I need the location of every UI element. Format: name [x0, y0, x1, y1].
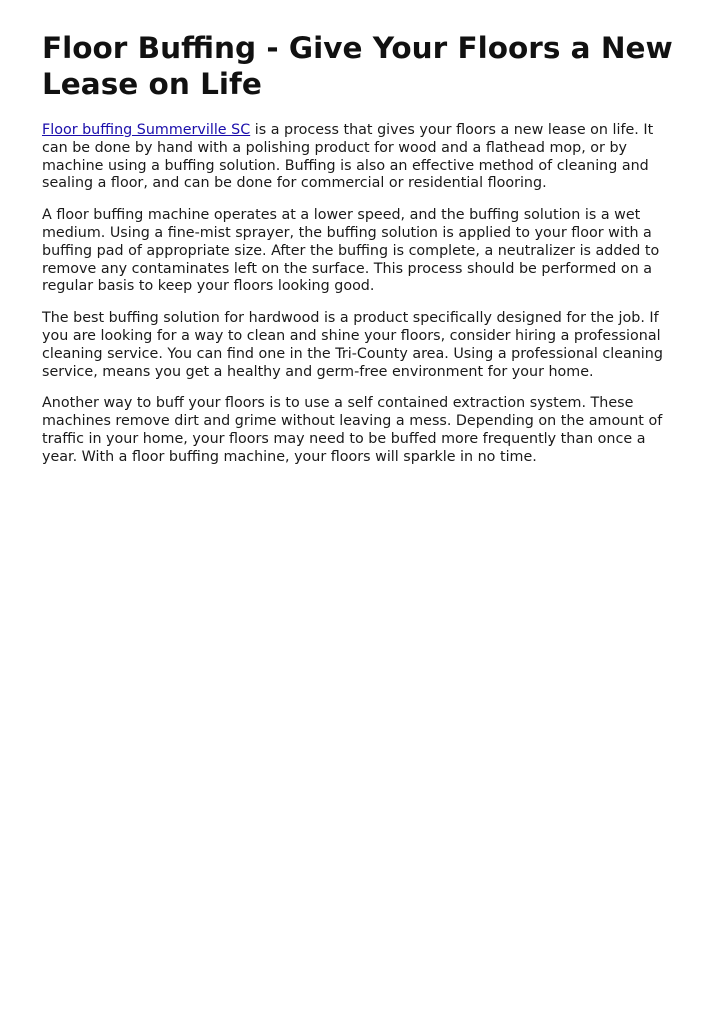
floor-buffing-link[interactable]: Floor buffing Summerville SC	[42, 122, 251, 138]
paragraph-1	[42, 122, 680, 193]
document-page	[42, 30, 680, 481]
paragraph-2: A floor buffing machine operates at a lower speed, and the buffing solution is a wet medium. Using a fine-mist sprayer, the buffing solution is applied to your floor with a buffing pad of appropriate size. After the buffing is complete, a neutralizer is added to remove any contaminates left on the surface. This process should be performed on a regular basis to keep your floors looking good.	[42, 207, 660, 295]
page-title: Floor Buffing - Give Your Floors a New Lease on Life	[42, 31, 673, 101]
paragraph-1-text: is a process that gives your floors a new lease on life. It can be done by hand with a polishing product for wood and a flathead mop, or by machine using a buffing solution. Buffing is also an effective method of cleaning and sealing a floor, and can be done for commercial or residential flooring.	[42, 122, 654, 192]
paragraph-4: Another way to buff your floors is to use a self contained extraction system. These machines remove dirt and grime without leaving a mess. Depending on the amount of traffic in your home, your floors may need to be buffed more frequently than once a year. With a floor buffing machine, your floors will sparkle in no time.	[42, 395, 663, 465]
paragraph-3: The best buffing solution for hardwood is a product specifically designed for the job. If you are looking for a way to clean and shine your floors, consider hiring a professional cleaning service. You can find one in the Tri-County area. Using a professional cleaning service, means you get a healthy and germ-free environment for your home.	[42, 310, 663, 380]
